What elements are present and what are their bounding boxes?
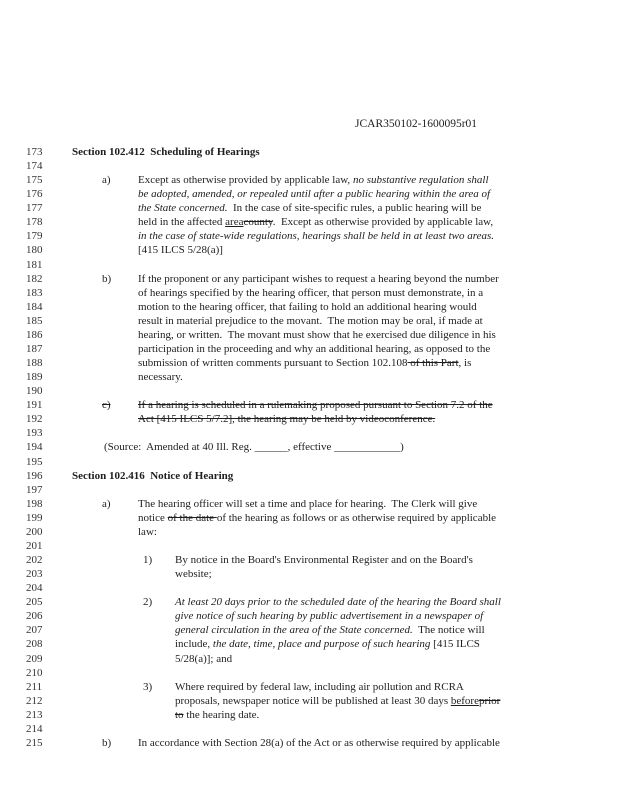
text-run: website;	[175, 568, 212, 581]
line-text	[138, 314, 483, 328]
line-text	[175, 595, 501, 609]
text-run: include,	[175, 638, 213, 651]
line-number: 181	[26, 258, 43, 271]
line-number: 205	[26, 596, 43, 609]
line-number: 211	[26, 680, 43, 693]
text-run: be adopted, amended, or repealed until after a public hearing within the area of	[138, 188, 491, 201]
line-text	[138, 215, 493, 229]
inserted-text: area	[225, 216, 244, 229]
line-number: 183	[26, 286, 43, 299]
line-number: 194	[26, 441, 43, 454]
text-run: of hearings specified by the hearing officer, that person must demonstrate, in a	[138, 286, 484, 299]
line-number: 201	[26, 539, 43, 552]
line-number: 206	[26, 610, 43, 623]
line-number: 189	[26, 371, 43, 384]
line-number: 178	[26, 216, 43, 229]
list-item-label: a)	[102, 174, 111, 187]
line-text	[138, 342, 490, 356]
line-number: 204	[26, 582, 43, 595]
text-run: (Source: Amended at 40 Ill. Reg. ______, effective ____________)	[104, 441, 404, 454]
list-item-label: c)	[102, 399, 111, 412]
line-text	[138, 328, 496, 342]
line-text	[138, 173, 489, 187]
line-text	[175, 708, 259, 722]
line-text	[175, 694, 500, 708]
inserted-text: before	[450, 694, 479, 707]
text-run: Except as otherwise provided by applicable law,	[138, 174, 353, 187]
deleted-text: of this Part	[407, 357, 459, 370]
text-run: . Except as otherwise provided by applicable law,	[272, 216, 494, 229]
line-text	[104, 440, 404, 454]
list-item-label: a)	[102, 497, 111, 510]
line-number: 199	[26, 511, 43, 524]
line-text	[138, 497, 477, 511]
text-run: participation in the proceeding and why an additional hearing, as opposed to the	[138, 342, 491, 355]
deleted-text: of the date	[167, 511, 217, 524]
text-run: In accordance with Section 28(a) of the Act or as otherwise required by applicable	[138, 736, 500, 749]
text-run: held in the affected	[138, 216, 226, 229]
text-run: By notice in the Board's Environmental Register and on the Board's	[175, 554, 473, 567]
deleted-text: If a hearing is scheduled in a rulemaking proposed pursuant to Section 7.2 of the	[138, 399, 493, 412]
line-text	[138, 272, 499, 286]
line-text	[138, 201, 481, 215]
line-number: 215	[26, 736, 43, 749]
line-text	[175, 680, 464, 694]
deleted-text: prior	[478, 694, 501, 707]
line-number: 210	[26, 666, 43, 679]
text-run: necessary.	[138, 371, 183, 384]
text-run: submission of written comments pursuant to Section 102.108	[138, 357, 408, 370]
text-run: the State concerned.	[138, 202, 228, 215]
line-text	[175, 609, 483, 623]
line-text	[138, 286, 483, 300]
line-number: 192	[26, 413, 43, 426]
line-text	[138, 525, 157, 539]
list-item-label: 2)	[143, 596, 153, 609]
line-text	[138, 412, 435, 426]
line-number: 209	[26, 652, 43, 665]
line-text	[138, 187, 490, 201]
line-number: 190	[26, 385, 43, 398]
line-number: 203	[26, 568, 43, 581]
deleted-text: to	[175, 708, 184, 721]
line-text	[175, 553, 473, 567]
text-run: If the proponent or any participant wishes to request a hearing beyond the number	[138, 272, 499, 285]
text-run: hearing, or written. The movant must show that he exercised due diligence in his	[138, 328, 496, 341]
text-run: proposals, newspaper notice will be published at least 30 days	[175, 694, 451, 707]
line-number: 186	[26, 328, 43, 341]
line-text	[175, 567, 212, 581]
line-number: 180	[26, 244, 43, 257]
text-run: general circulation in the area of the State concerned.	[175, 624, 413, 637]
line-number: 188	[26, 357, 43, 370]
line-text	[138, 356, 471, 370]
text-run: no substantive regulation shall	[352, 174, 489, 187]
text-run: motion to the hearing officer, that failing to hold an additional hearing would	[138, 300, 477, 313]
line-number: 175	[26, 174, 43, 187]
line-number: 191	[26, 399, 43, 412]
line-number: 184	[26, 300, 43, 313]
line-number: 213	[26, 708, 43, 721]
line-text	[72, 469, 233, 483]
text-run: the hearing date.	[183, 708, 260, 721]
deleted-text: county	[243, 216, 273, 229]
line-number: 173	[26, 146, 43, 158]
list-item-label: b)	[102, 272, 112, 285]
line-number: 193	[26, 427, 43, 440]
section-heading: Section 102.416 Notice of Hearing	[72, 469, 234, 482]
text-run: [415 ILCS 5/28(a)]	[138, 244, 223, 257]
text-run: in the case of state-wide regulations, hearings shall be held in at least two areas.	[138, 230, 495, 243]
text-run: In the case of site-specific rules, a public hearing will be	[227, 202, 482, 215]
text-run: of the hearing as follows or as otherwise required by applicable	[216, 511, 497, 524]
text-run: result in material prejudice to the movant. The motion may be oral, if made at	[138, 314, 483, 327]
line-text	[175, 637, 480, 651]
line-text	[138, 398, 493, 412]
document-id-header: JCAR350102-1600095r01	[355, 118, 478, 130]
text-run: The notice will	[412, 624, 485, 637]
list-item-label: 3)	[143, 680, 153, 693]
line-text	[138, 243, 223, 257]
text-run: At least 20 days prior to the scheduled date of the hearing the Board shall	[175, 596, 501, 609]
deleted-text: Act [415 ILCS 5/7.2], the hearing may be held by videoconference.	[138, 413, 436, 426]
section-heading: Section 102.412 Scheduling of Hearings	[72, 146, 260, 158]
line-number: 177	[26, 202, 43, 215]
text-run: the date, time, place and purpose of such hearing	[212, 638, 431, 651]
line-number: 176	[26, 188, 43, 201]
line-number: 198	[26, 497, 43, 510]
text-run: notice	[138, 511, 168, 524]
line-number: 174	[26, 160, 43, 173]
line-text	[175, 623, 485, 637]
line-number: 196	[26, 469, 43, 482]
line-number: 197	[26, 483, 43, 496]
line-text	[138, 736, 500, 750]
line-number: 214	[26, 722, 43, 735]
line-number: 182	[26, 272, 43, 285]
text-run: 5/28(a)]; and	[175, 652, 233, 665]
list-item-label: b)	[102, 736, 112, 749]
line-number: 212	[26, 694, 43, 707]
line-text	[138, 511, 496, 525]
line-number: 208	[26, 638, 43, 651]
line-number: 195	[26, 455, 43, 468]
text-run: Where required by federal law, including air pollution and RCRA	[175, 680, 464, 693]
line-text	[138, 229, 494, 243]
line-number: 187	[26, 342, 43, 355]
list-item-label: 1)	[143, 554, 153, 567]
line-text	[138, 300, 477, 314]
text-run: [415 ILCS	[430, 638, 480, 651]
line-text	[72, 145, 260, 159]
line-number: 200	[26, 525, 43, 538]
text-run: law:	[138, 525, 157, 538]
text-run: , is	[458, 357, 472, 370]
line-text	[175, 652, 232, 666]
line-number: 179	[26, 230, 43, 243]
text-run: give notice of such hearing by public advertisement in a newspaper of	[175, 610, 484, 623]
line-number: 202	[26, 554, 43, 567]
line-number: 185	[26, 314, 43, 327]
line-text	[138, 370, 183, 384]
text-run: The hearing officer will set a time and place for hearing. The Clerk will give	[138, 497, 478, 510]
line-number: 207	[26, 624, 43, 637]
